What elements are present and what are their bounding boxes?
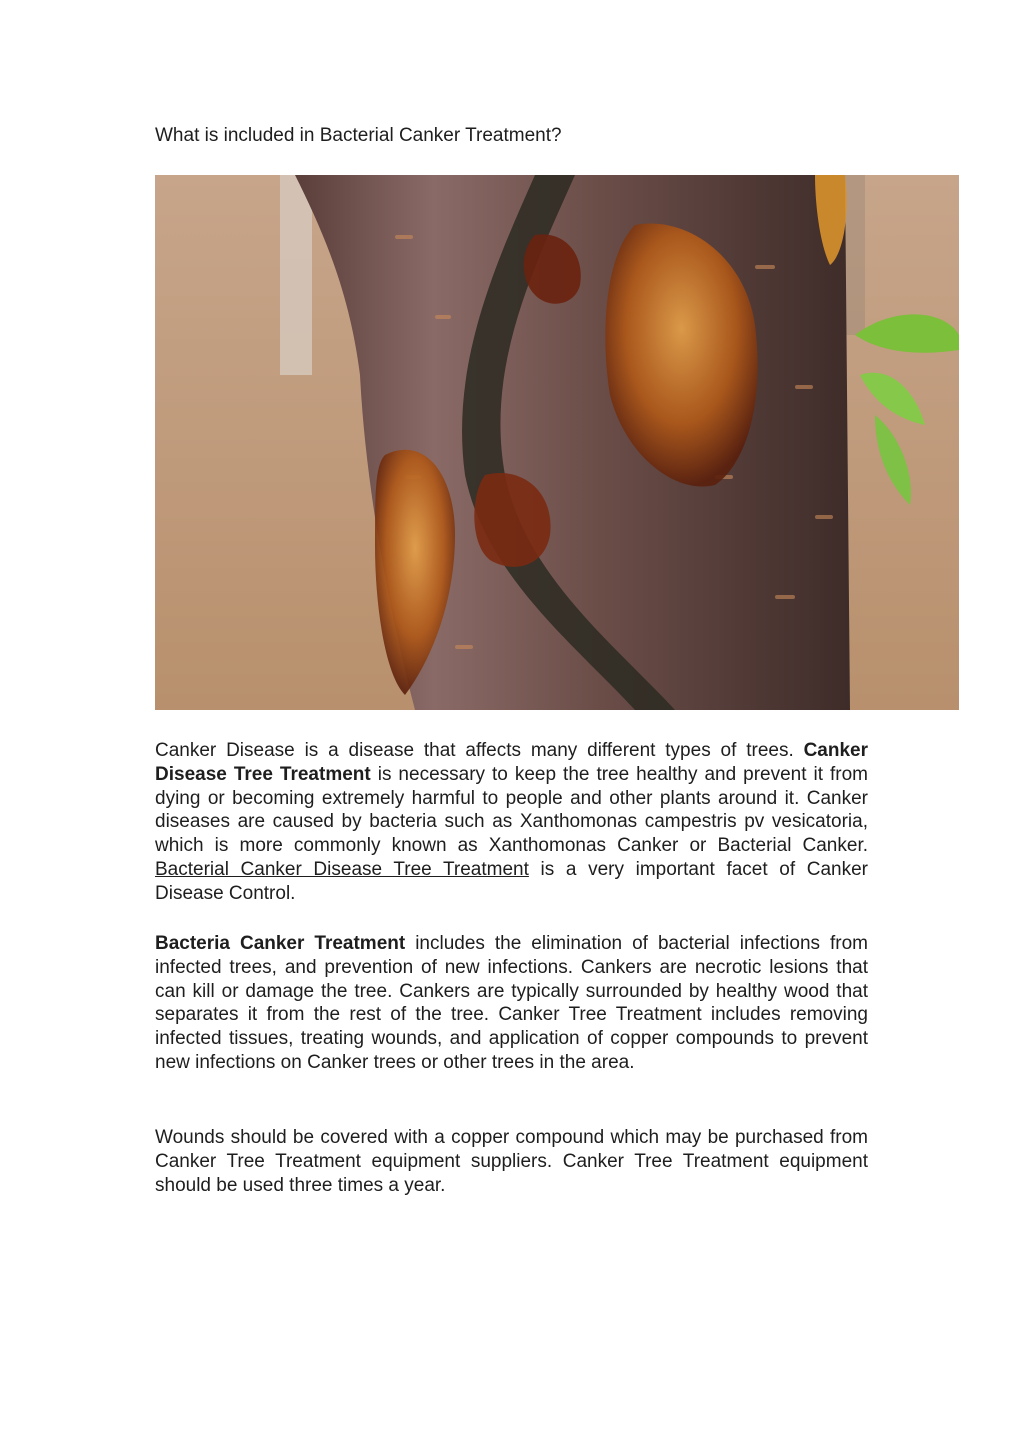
intro-body-text: is necessary to keep the tree healthy and prevent it from dying or becoming extremely harmful to people and other plants around it. Canker diseases are caused by bacteria such as Xanthomonas campestris pv vesicatoria, which is more commonly known as Xanthomonas Canker or Bacterial Canker. — [155, 763, 868, 857]
tree-trunk-icon — [155, 175, 959, 710]
page-title: What is included in Bacterial Canker Treatment? — [155, 125, 562, 146]
intro-closing-text: is a very important facet of Canker Disease Control. — [155, 858, 869, 904]
paragraph-wounds — [155, 1126, 868, 1197]
wounds-body-text: Wounds should be covered with a copper compound which may be purchased from Canker Tree Treatment equipment suppliers. Canker Tree Treatment equipment should be used three times a year. — [155, 1127, 868, 1196]
paragraph-treatment — [155, 932, 868, 1075]
bold-phrase-canker-disease-tree-treatment: Canker Disease Tree Treatment — [155, 740, 868, 785]
paragraph-intro — [155, 739, 868, 906]
intro-lead-text: Canker Disease is a disease that affects many different types of trees. — [155, 740, 794, 761]
treatment-body-text: includes the elimination of bacterial infections from infected trees, and prevention of new infections. Cankers are necrotic lesions that can kill or damage the tree. Cankers are typically surrounded by healthy wood that separates it from the rest of the tree. Canker Tree Treatment includes removing infected tissues, treating wounds, and application of copper compounds to prevent new infections on Canker trees or other trees in the area. — [155, 933, 869, 1073]
bold-phrase-bacteria-canker-treatment: Bacteria Canker Treatment — [155, 933, 406, 954]
bacterial-canker-treatment-link[interactable]: Bacterial Canker Disease Tree Treatment — [155, 858, 529, 880]
canker-tree-photo — [155, 175, 959, 710]
